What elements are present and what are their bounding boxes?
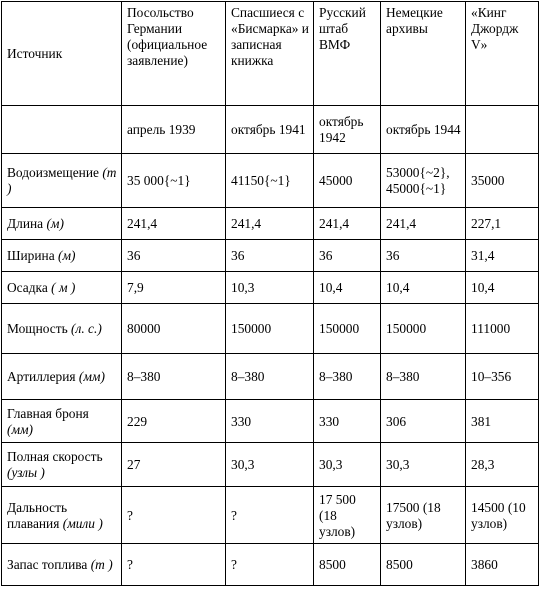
row-label-cell xyxy=(2,544,122,586)
value-cell: 227,1 xyxy=(466,208,539,240)
row-label: Длина xyxy=(7,216,44,231)
row-label: Ширина xyxy=(7,248,55,263)
value-cell: ? xyxy=(122,544,226,586)
value-cell: 10,4 xyxy=(466,272,539,304)
value-cell: 8–380 xyxy=(226,354,314,400)
value-cell: 53000{~2}, 45000{~1} xyxy=(381,154,466,208)
table-row xyxy=(2,304,539,354)
row-label-cell xyxy=(2,272,122,304)
value-cell: 330 xyxy=(226,400,314,443)
value-cell: 30,3 xyxy=(314,443,381,487)
row-label-cell xyxy=(2,487,122,544)
column-header: Русский штаб ВМФ xyxy=(314,2,381,106)
value-cell: 35 000{~1} xyxy=(122,154,226,208)
row-label: Мощность xyxy=(7,321,68,336)
value-cell: 111000 xyxy=(466,304,539,354)
value-cell: 150000 xyxy=(381,304,466,354)
table-row xyxy=(2,272,539,304)
table-body xyxy=(2,2,539,586)
date-cell: октябрь 1941 xyxy=(226,106,314,154)
value-cell: 229 xyxy=(122,400,226,443)
table-row xyxy=(2,208,539,240)
row-label-cell xyxy=(2,443,122,487)
column-header: Спасшиеся с «Бисмарка» и записная книжка xyxy=(226,2,314,106)
row-label-cell xyxy=(2,208,122,240)
date-cell: октябрь 1944 xyxy=(381,106,466,154)
table-row xyxy=(2,443,539,487)
row-label: Водоизмещение xyxy=(7,165,99,180)
value-cell: 41150{~1} xyxy=(226,154,314,208)
date-cell: октябрь 1942 xyxy=(314,106,381,154)
row-label: Дальность плавания xyxy=(7,499,68,531)
value-cell: 36 xyxy=(314,240,381,272)
value-cell: 36 xyxy=(226,240,314,272)
value-cell: 241,4 xyxy=(122,208,226,240)
value-cell: ? xyxy=(122,487,226,544)
value-cell: 241,4 xyxy=(226,208,314,240)
row-unit: (л. с.) xyxy=(71,321,102,336)
table-row xyxy=(2,240,539,272)
value-cell: 241,4 xyxy=(381,208,466,240)
value-cell: ? xyxy=(226,544,314,586)
value-cell: 17500 (18 узлов) xyxy=(381,487,466,544)
row-unit: (мили ) xyxy=(62,515,103,531)
row-label-cell xyxy=(2,354,122,400)
row-unit: (узлы ) xyxy=(7,465,45,480)
row-label-cell xyxy=(2,304,122,354)
value-cell: 10–356 xyxy=(466,354,539,400)
table-row xyxy=(2,544,539,586)
specs-table xyxy=(1,1,539,586)
value-cell: 3860 xyxy=(466,544,539,586)
row-unit: (т ) xyxy=(90,557,113,572)
row-unit: (мм) xyxy=(7,421,34,437)
row-label-cell xyxy=(2,240,122,272)
column-header: Немецкие архивы xyxy=(381,2,466,106)
value-cell: 150000 xyxy=(226,304,314,354)
value-cell: 7,9 xyxy=(122,272,226,304)
row-unit: (м) xyxy=(58,248,76,263)
row-unit: ( м ) xyxy=(51,280,76,295)
date-row xyxy=(2,106,539,154)
column-header: «Кинг Джордж V» xyxy=(466,2,539,106)
value-cell: 30,3 xyxy=(226,443,314,487)
value-cell: 241,4 xyxy=(314,208,381,240)
value-cell: 10,4 xyxy=(381,272,466,304)
value-cell: 36 xyxy=(381,240,466,272)
value-cell: 150000 xyxy=(314,304,381,354)
value-cell: 10,3 xyxy=(226,272,314,304)
value-cell: 8–380 xyxy=(122,354,226,400)
row-label: Полная скорость xyxy=(7,449,103,464)
date-cell xyxy=(466,106,539,154)
row-label: Артиллерия xyxy=(7,369,76,384)
header-row xyxy=(2,2,539,106)
value-cell: 330 xyxy=(314,400,381,443)
row-label: Главная броня xyxy=(7,405,89,421)
value-cell: 36 xyxy=(122,240,226,272)
value-cell: 28,3 xyxy=(466,443,539,487)
table-row xyxy=(2,400,539,443)
column-header: Посольство Германии (официальное заявление) xyxy=(122,2,226,106)
row-label-cell xyxy=(2,400,122,443)
value-cell: 10,4 xyxy=(314,272,381,304)
table-row xyxy=(2,354,539,400)
row-label: Осадка xyxy=(7,280,48,295)
value-cell: 27 xyxy=(122,443,226,487)
row-label-cell xyxy=(2,154,122,208)
empty-cell xyxy=(2,106,122,154)
row-unit: (мм) xyxy=(78,369,105,384)
value-cell: ? xyxy=(226,487,314,544)
value-cell: 80000 xyxy=(122,304,226,354)
value-cell: 381 xyxy=(466,400,539,443)
row-unit: (т ) xyxy=(7,165,117,196)
source-header-cell: Источник xyxy=(2,2,122,106)
value-cell: 17 500 (18 узлов) xyxy=(314,487,381,544)
value-cell: 31,4 xyxy=(466,240,539,272)
table-row xyxy=(2,154,539,208)
date-cell: апрель 1939 xyxy=(122,106,226,154)
value-cell: 306 xyxy=(381,400,466,443)
value-cell: 35000 xyxy=(466,154,539,208)
value-cell: 14500 (10 узлов) xyxy=(466,487,539,544)
value-cell: 30,3 xyxy=(381,443,466,487)
value-cell: 8–380 xyxy=(314,354,381,400)
table-row xyxy=(2,487,539,544)
row-label: Запас топлива xyxy=(7,557,88,572)
value-cell: 8500 xyxy=(381,544,466,586)
value-cell: 45000 xyxy=(314,154,381,208)
value-cell: 8500 xyxy=(314,544,381,586)
row-unit: (м) xyxy=(46,216,64,231)
value-cell: 8–380 xyxy=(381,354,466,400)
